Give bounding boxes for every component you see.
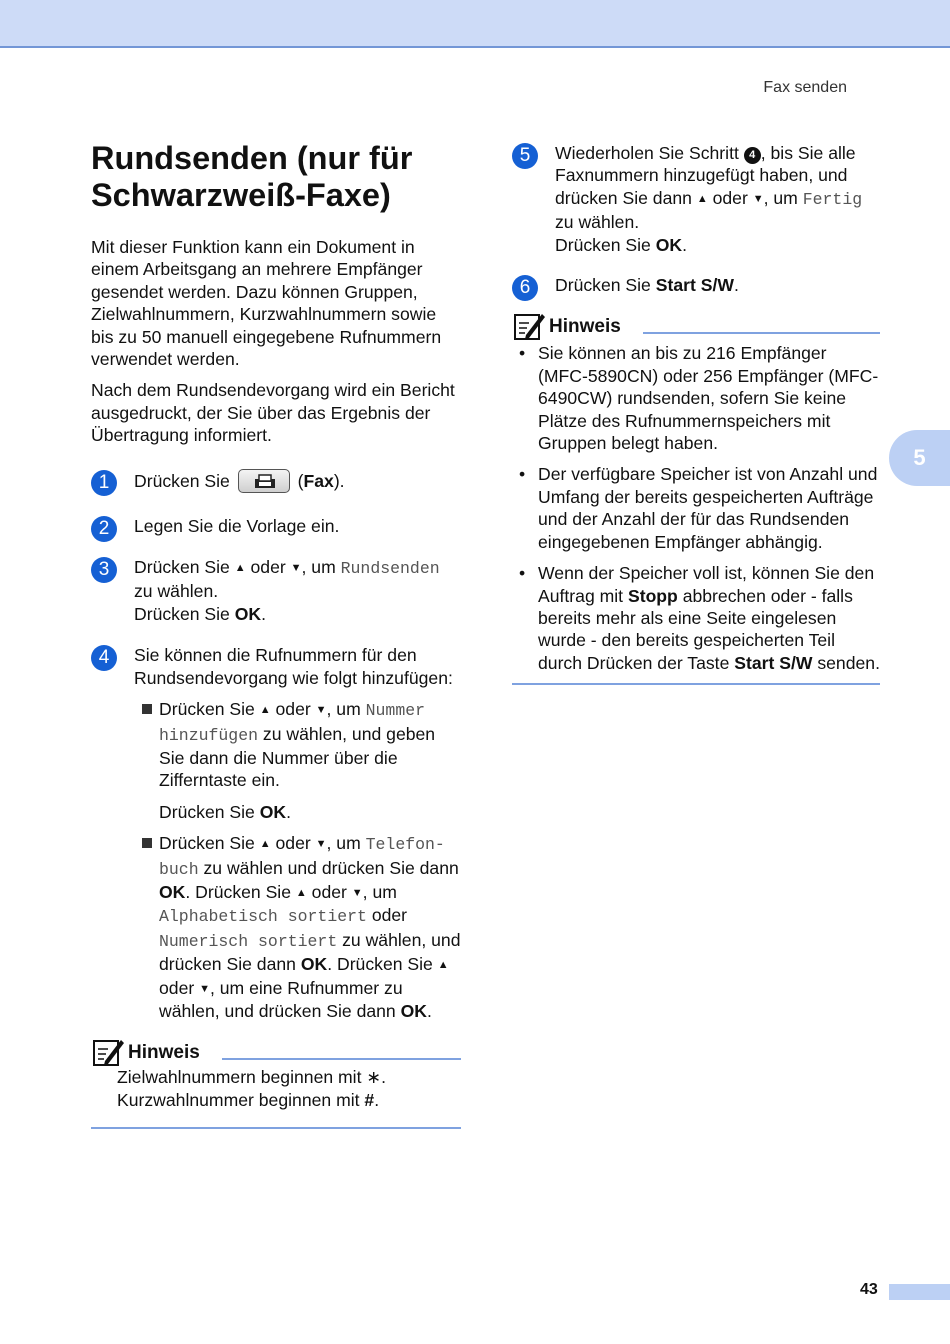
note-box: [512, 310, 880, 685]
menu-option: Fertig: [802, 189, 863, 209]
up-arrow-icon: ▲: [437, 959, 449, 972]
up-arrow-icon: ▲: [234, 562, 246, 575]
step-number: 6: [512, 275, 538, 301]
down-arrow-icon: ▼: [315, 838, 327, 851]
step-number: 4: [91, 645, 117, 671]
sub-step: Drücken Sie ▲ oder ▼, um Telefon-buch zu wählen und drücken Sie dann OK. Drücken Sie ▲ oder ▼, um Alphabetisch sortiert oder Numerisch sortiert zu wählen, und drücken Sie dann OK. Drücken Sie ▲ oder ▼, um eine Rufnummer zu wählen, und drücken Sie dann OK.: [134, 832, 461, 1022]
page-number: 43: [860, 1281, 878, 1298]
page-number-bar: [889, 1284, 950, 1300]
step-6: 6 Drücken Sie Start S/W.: [512, 274, 880, 296]
up-arrow-icon: ▲: [259, 704, 271, 717]
note-title: Hinweis: [128, 1042, 200, 1064]
step-1: 1 Drücken Sie (Fax).: [91, 469, 461, 493]
menu-option: Numerisch sortiert: [159, 931, 338, 951]
menu-option: Rundsenden: [340, 559, 440, 579]
step-5: 5 Wiederholen Sie Schritt 4 , bis Sie alle Faxnummern hinzugefügt haben, und drücken Sie dann ▲ oder ▼, um Fertig zu wählen. Drücken Sie OK.: [512, 142, 880, 256]
intro-paragraph: Mit dieser Funktion kann ein Dokument in einem Arbeitsgang an mehrere Empfänger gesendet werden. Dazu können Gruppen, Zielwahlnummern, Kurzwahlnummern sowie bis zu 50 manuell eingegebene Rufnummern verwendet werden.: [91, 237, 442, 370]
note-rule: [222, 1058, 461, 1060]
intro-paragraph: Nach dem Rundsendevorgang wird ein Bericht ausgedruckt, der Sie über das Ergebnis der Übertragung informiert.: [91, 380, 455, 446]
menu-option: Telefon-buch: [159, 835, 445, 879]
step-number: 1: [91, 470, 117, 496]
menu-option: Nummer hinzufügen: [159, 701, 426, 745]
step-3: 3 Drücken Sie ▲ oder ▼, um Rundsenden zu wählen. Drücken Sie OK.: [91, 556, 461, 625]
down-arrow-icon: ▼: [351, 886, 363, 899]
left-column: [91, 140, 461, 1129]
sub-step: Drücken Sie ▲ oder ▼, um Nummer hinzufügen zu wählen, und geben Sie dann die Nummer über die Zifferntaste ein. Drücken Sie OK.: [134, 698, 461, 823]
note-rule: [91, 1127, 461, 1129]
note-item: • Sie können an bis zu 216 Empfänger (MFC-5890CN) oder 256 Empfänger (MFC-6490CW) rundsenden, sofern Sie keine Plätze des Rufnummernspeichers mit Gruppen belegt haben.: [519, 343, 879, 454]
square-bullet-icon: [142, 838, 152, 848]
down-arrow-icon: ▼: [290, 562, 302, 575]
square-bullet-icon: [142, 704, 152, 714]
note-box: Hinweis Zielwahlnummern beginnen mit ∗. Kurzwahlnummer beginnen mit #.: [91, 1036, 461, 1129]
page-title: Rundsenden (nur für Schwarzweiß-Faxe): [91, 140, 413, 213]
up-arrow-icon: ▲: [696, 192, 708, 205]
header-band: [0, 0, 950, 48]
down-arrow-icon: ▼: [315, 704, 327, 717]
step-2: 2 Legen Sie die Vorlage ein.: [91, 515, 461, 537]
note-pencil-icon: [91, 1036, 125, 1068]
note-pencil-icon: [512, 310, 546, 342]
step-number: 2: [91, 516, 117, 542]
note-item: • Wenn der Speicher voll ist, können Sie den Auftrag mit Stopp abbrechen oder - falls bereits mehr als eine Seite eingelesen wurde - den bereits gespeicherten Teil durch Drücken der Taste Start S/W senden.: [519, 563, 880, 673]
fax-key-icon: [238, 469, 290, 493]
note-rule: [643, 332, 880, 334]
running-head: Fax senden: [763, 79, 847, 96]
menu-option: Alphabetisch sortiert: [159, 907, 367, 927]
step-number: 3: [91, 557, 117, 583]
note-item: • Der verfügbare Speicher ist von Anzahl und Umfang der bereits gespeicherten Aufträge und der Anzahl der für das Rundsenden eingegebenen Empfänger abhängig.: [519, 464, 878, 552]
note-title: Hinweis: [549, 316, 621, 338]
step-4: 4 Sie können die Rufnummern für den Rundsendevorgang wie folgt hinzufügen: Drücken Sie ▲ oder ▼, um Nummer hinzufügen zu wählen, und geben Sie dann die Nummer über die Zifferntaste ein. Drücken Sie OK. Drücken Sie ▲ oder ▼, um Telefon-buch zu wählen und drücken Sie dann OK. Drücken Sie ▲ oder ▼, um Alphabetisch sortiert oder Numerisch sortiert zu wählen, und drücken Sie dann OK. Drücken Sie ▲ oder ▼, um eine Rufnummer zu wählen, und drücken Sie dann OK.: [91, 644, 461, 1022]
chapter-tab: 5: [889, 430, 950, 486]
down-arrow-icon: ▼: [199, 982, 210, 995]
down-arrow-icon: ▼: [752, 192, 764, 205]
step-reference: 4: [744, 147, 761, 164]
up-arrow-icon: ▲: [259, 838, 271, 851]
note-rule: [512, 683, 880, 685]
up-arrow-icon: ▲: [295, 886, 307, 899]
right-column: [512, 142, 880, 685]
step-number: 5: [512, 143, 538, 169]
